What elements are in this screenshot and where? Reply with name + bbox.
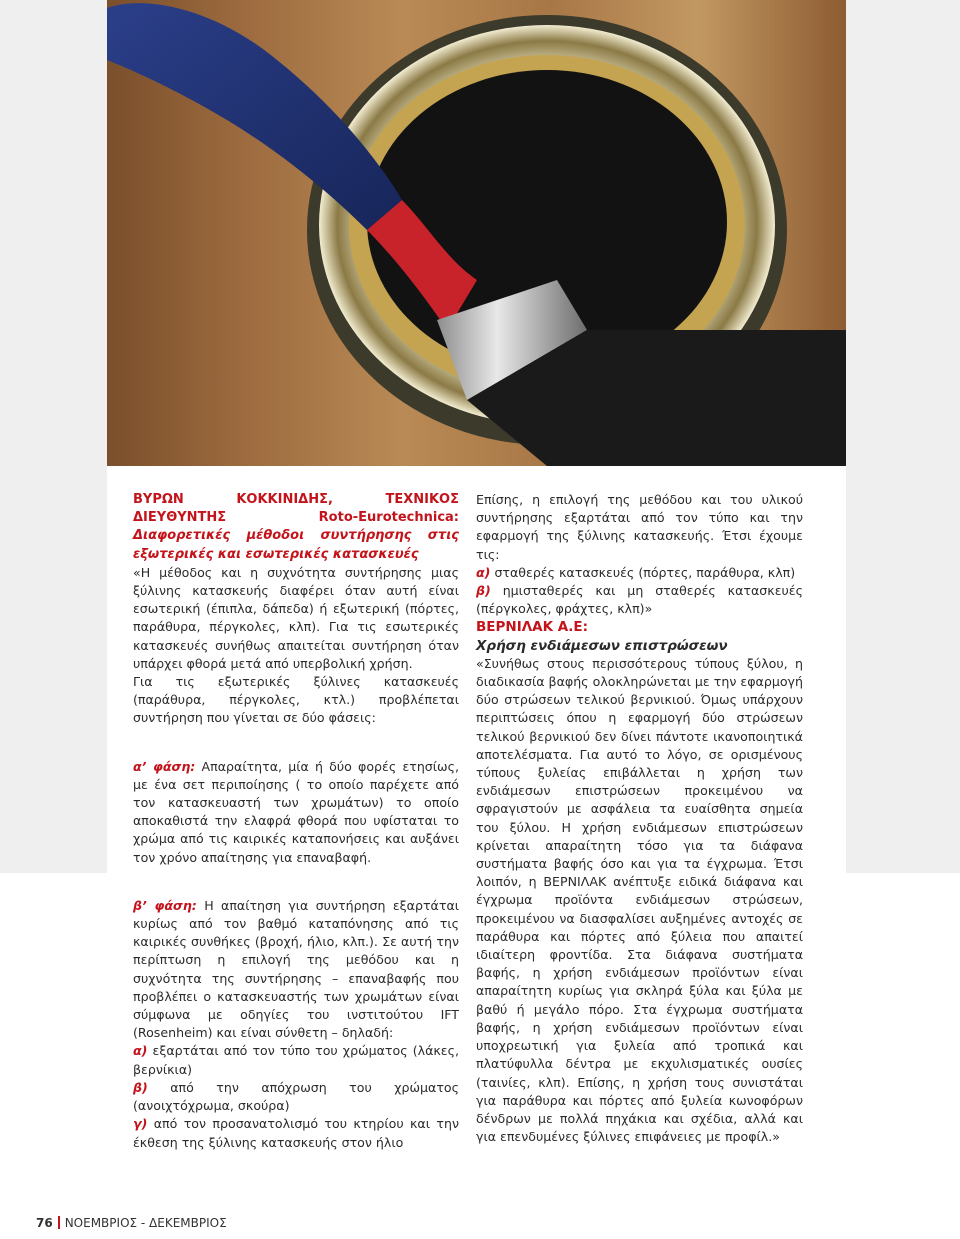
right-item-b: β) ημισταθερές και μη σταθερές κατασκευές (πέργκολες, φράχτες, κλπ)» — [476, 583, 803, 617]
phase-a-label: α’ φάση: — [133, 758, 196, 774]
right-item-a: α) σταθερές κατασκευές (πόρτες, παράθυρα, κλπ) — [476, 564, 796, 580]
footer-divider — [58, 1216, 60, 1229]
list-item-c: γ) από τον προσανατολισμό του κτηρίου και την έκθεση της ξύλινης κατασκευής στον ήλιο — [133, 1116, 459, 1150]
company-subhead: ΒΕΡΝΙΛΑΚ Α.Ε: — [476, 619, 588, 636]
phase-b-label: β’ φάση: — [133, 897, 197, 913]
left-paragraph-1: «Η μέθοδος και η συχνότητα συντήρησης μιας ξύλινης κατασκευής διαφέρει όταν αυτή είναι εσωτερική (έπιπλα, δάπεδα) ή εξωτερική (πόρτες, παράθυρα, πέργκολες, κλπ). Για τις εσωτερικές κατασκευές συνήθως απαιτείται συντήρηση όταν υπάρχει φθορά μετά από υπερβολική χρήση. — [133, 564, 459, 671]
phase-a-text: Απαραίτητα, μία ή δύο φορές ετησίως, με ένα σετ περιποίησης ( το οποίο παρέχετε από τον κατασκευαστή των χρωμάτων) το οποίο αποκαθιστά την ελαφρά φθορά που υφίσταται το χρώμα από τις καιρικές καταπονήσεις και αυξάνει τον χρόνο απαίτησης για επαναβαφή. — [133, 758, 459, 865]
left-column — [133, 491, 459, 1152]
left-grey-panel — [0, 0, 107, 873]
paint-brush-on-can-photo — [107, 0, 846, 466]
list-item-b: β) από την απόχρωση του χρώματος (ανοιχτόχρωμα, σκούρα) — [133, 1079, 459, 1114]
right-paragraph-1: Επίσης, η επιλογή της μεθόδου και του υλικού συντήρησης εξαρτάται από τον τύπο και την εφαρμογή της ξύλινης κατασκευής. Έτσι έχουμε τις: — [476, 492, 803, 562]
right-paragraph-2: «Συνήθως στους περισσότερους τύπους ξύλου, η διαδικασία βαφής ολοκληρώνεται με την εφαρμογή δύο στρώσεων τελικού βερνικιού. Όμως υπάρχουν περιπτώσεις όπου η εφαρμογή δύο στρώσεων τελικού βερνικιού δεν δίνει πάντοτε ικανοποιητικά αποτελέσματα. Για αυτό το λόγο, σε ορισμένους τύπους ξυλείας επιβάλλεται η χρήση των ενδιάμεσων επιστρώσεων προκειμένου να σφραγιστούν με ασφάλεια τα ευαίσθητα σημεία του ξύλου. Η χρήση ενδιάμεσων επιστρώσεων κρίνεται απαραίτητη τόσο για τα διάφανα συστήματα βαφής όσο και για τα έγχρωμα. Έτσι λοιπόν, η ΒΕΡΝΙΛΑΚ ανέπτυξε ειδικά διάφανα και έγχρωμα προϊόντα ενδιάμεσων στρώσεων, προκειμένου να διασφαλίσει αυξημένες αντοχές σε παράθυρα και πόρτες από ξύλεια που απαιτεί ιδιαίτερη φροντίδα. Στα διάφανα συστήματα βαφής, η χρήση ενδιάμεσων προϊόντων είναι απαραίτητη κυρίως για σκληρά ξύλα και ξύλα με βαθύ ή μεγάλο πόρο. Στα έγχρωμα συστήματα βαφής, η χρήση ενδιάμεσων προϊόντων είναι υποχρεωτική για ξυλεία από τροπικά και πλατύφυλλα δέντρα με εκχυλισματικές ουσίες (ταινίες, κλπ). Επίσης, η χρήση τους συνιστάται για παράθυρα και πόρτες από ξυλεία κωνοφόρων δένδρων με πολλά πηχάκια και σχέδια, αλλά και για επενδυμένες ξύλινες επιφάνειες με προφίλ.» — [476, 655, 803, 1145]
issue-label: ΝΟΕΜΒΡΙΟΣ - ΔΕΚΕΜΒΡΙΟΣ — [64, 1216, 227, 1230]
list-item-a: α) εξαρτάται από τον τύπο του χρώματος (λάκες, βερνίκια) — [133, 1043, 459, 1077]
phase-b-paragraph — [133, 897, 459, 1043]
right-grey-panel — [846, 0, 960, 873]
phase-b-text: Η απαίτηση για συντήρηση εξαρτάται κυρίως από τον βαθμό καταπόνησης από τις καιρικές συνθήκες (βροχή, ήλιο, κλπ.). Σε αυτή την περίπτωση η επιλογή της μεθόδου και η συχνότητα της συντήρησης – επαναβαφής που προβλέπει ο κατασκευαστής των χρωμάτων είναι σύμφωνα με οδηγίες του ινστιτούτου IFT (Rosenheim) και είναι σύνθετη – δηλαδή: — [133, 897, 460, 1041]
left-paragraph-2: Για τις εξωτερικές ξύλινες κατασκευές (παράθυρα, πέργκολες, κτλ.) προβλέπεται συντήρηση που γίνεται σε δύο φάσεις: — [133, 674, 459, 726]
right-column — [476, 491, 803, 1146]
article-headline: ΒΥΡΩΝ ΚΟΚΚΙΝΙΔΗΣ, ΤΕΧΝΙΚΟΣ ΔΙΕΥΘΥΝΤΗΣ Roto-Eurotechnica: Διαφορετικές μέθοδοι συντήρησης στις εξωτερικές και εσωτερικές κατασκευές — [133, 492, 459, 562]
paint-brush-photo-illustration — [107, 0, 846, 466]
page-footer — [36, 1216, 227, 1230]
section-subtitle: Χρήση ενδιάμεσων επιστρώσεων — [476, 637, 728, 654]
page-number: 76 — [36, 1216, 53, 1230]
phase-a-paragraph — [133, 758, 459, 867]
